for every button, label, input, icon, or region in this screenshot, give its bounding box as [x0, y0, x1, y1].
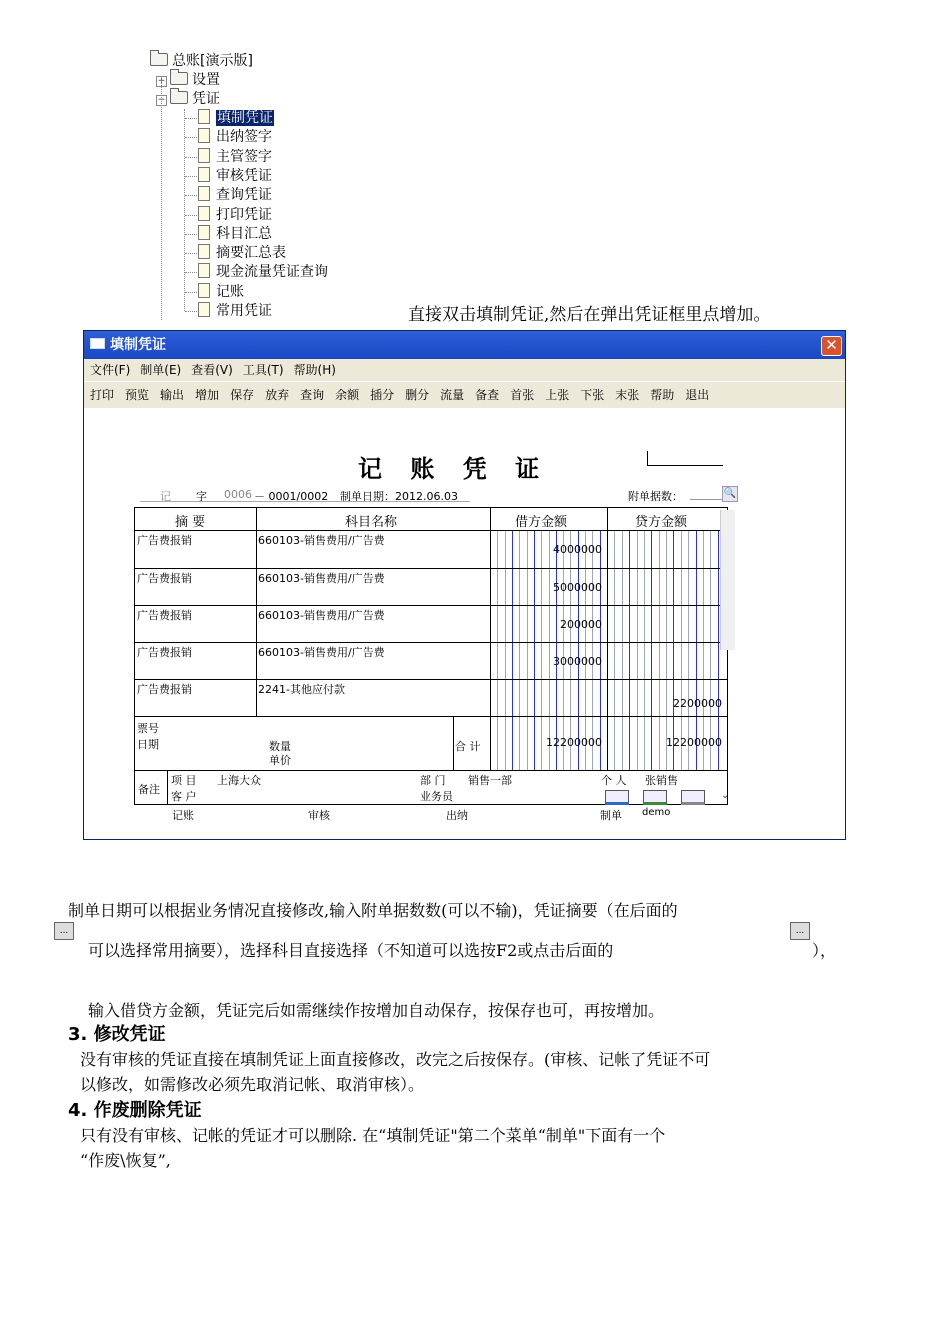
- menu-item[interactable]: 制单(E): [140, 363, 182, 377]
- tree-item-label: 摘要汇总表: [216, 245, 286, 262]
- grid-hline: [135, 770, 727, 771]
- digit-line: [614, 530, 615, 770]
- tree-guide: [185, 311, 197, 312]
- digit-line: [681, 530, 682, 770]
- toolbar-button[interactable]: 保存: [230, 388, 255, 402]
- digit-line: [644, 530, 645, 770]
- document-icon: [198, 128, 210, 143]
- document-icon: [198, 167, 210, 182]
- digit-line: [534, 530, 535, 770]
- ellipsis-button-2: [790, 922, 810, 941]
- total-credit: 12200000: [666, 736, 722, 749]
- tree-guide: [185, 195, 197, 196]
- tree-guide: [185, 253, 197, 254]
- window-title: 填制凭证: [110, 337, 166, 353]
- tools-icon[interactable]: [681, 790, 705, 805]
- grid-hline: [135, 568, 727, 569]
- expand-plus-icon[interactable]: +: [157, 76, 166, 86]
- row-account[interactable]: 660103-销售费用/广告费: [258, 572, 385, 585]
- tree-item[interactable]: [198, 244, 286, 262]
- search-icon[interactable]: 🔍: [722, 486, 738, 502]
- toolbar-button[interactable]: 首张: [510, 388, 535, 402]
- row-debit[interactable]: 5000000: [553, 581, 602, 594]
- para-5: 以修改，如需修改必须先取消记帐、取消审核）。: [80, 1075, 425, 1094]
- voucher-number[interactable]: 0006: [224, 488, 252, 501]
- folder-icon: [170, 72, 188, 85]
- document-icon: [198, 148, 210, 163]
- tree-item[interactable]: [198, 167, 272, 185]
- grid-hline: [135, 679, 727, 680]
- row-summary[interactable]: 广告费报销: [137, 683, 192, 696]
- digit-line: [703, 530, 704, 770]
- tree-guide: [185, 292, 197, 293]
- footer-post: 记账: [172, 809, 194, 822]
- date-label: 日期: [137, 738, 159, 751]
- tree-item-label: 主管签字: [216, 148, 272, 165]
- document-icon: [198, 225, 210, 240]
- para-6: 只有没有审核、记帐的凭证才可以删除. 在“填制凭证"第二个菜单“制单"下面有一个: [80, 1126, 666, 1145]
- toolbar: [84, 381, 845, 408]
- para-1: 制单日期可以根据业务情况直接修改,输入附单据数数(可以不输)，凭证摘要（在后面的: [68, 901, 678, 920]
- tree-item-label: 打印凭证: [216, 206, 272, 223]
- price-label: 单价: [269, 754, 291, 767]
- toolbar-button[interactable]: 输出: [160, 388, 185, 402]
- menu-item[interactable]: 查看(V): [191, 363, 233, 377]
- row-account[interactable]: 660103-销售费用/广告费: [258, 646, 385, 659]
- chevron-down-icon[interactable]: ⌄: [721, 790, 730, 801]
- document-icon: [198, 302, 210, 317]
- project-label: 项 目: [171, 774, 197, 787]
- tree-node-voucher-label: 凭证: [192, 91, 220, 107]
- grid-hline: [135, 605, 727, 606]
- grid-vline: [453, 716, 454, 770]
- grid-vline: [607, 508, 608, 770]
- digit-line: [585, 530, 586, 770]
- digit-line: [497, 530, 498, 770]
- toolbar-button[interactable]: 下张: [580, 388, 605, 402]
- document-icon: [198, 263, 210, 278]
- close-icon: ✕: [825, 336, 838, 354]
- row-account[interactable]: 660103-销售费用/广告费: [258, 609, 385, 622]
- document-icon: [198, 244, 210, 259]
- tree-item[interactable]: [198, 302, 272, 320]
- tree-guide: [185, 157, 197, 158]
- folder-icon: [150, 53, 168, 66]
- digit-line: [688, 530, 689, 770]
- tree-guide: [185, 215, 197, 216]
- digit-line: [578, 530, 579, 770]
- toolbar-button[interactable]: 打印: [90, 388, 115, 402]
- tree-item-label: 记账: [216, 283, 244, 300]
- grid-scrollbar[interactable]: [720, 510, 735, 650]
- row-debit[interactable]: 3000000: [553, 655, 602, 668]
- row-summary[interactable]: 广告费报销: [137, 646, 192, 659]
- col-summary: 摘 要: [175, 515, 206, 530]
- tree-node-voucher[interactable]: [156, 90, 220, 108]
- dept-label: 部 门: [420, 774, 446, 787]
- window-titlebar[interactable]: [84, 331, 845, 359]
- document-icon: [198, 109, 210, 124]
- row-debit[interactable]: 200000: [560, 618, 602, 631]
- voucher-page: － 0001/0002: [254, 490, 329, 503]
- tree-root[interactable]: [150, 52, 253, 70]
- document-icon: [198, 186, 210, 201]
- digit-line: [710, 530, 711, 770]
- tree-guide: [185, 272, 197, 273]
- attach-input[interactable]: [690, 499, 722, 500]
- menu-item[interactable]: 文件(F): [90, 363, 131, 377]
- digit-line: [600, 530, 601, 770]
- tree-guide: [185, 234, 197, 235]
- voucher-zi: 字: [196, 490, 207, 503]
- toolbar-button[interactable]: 上张: [545, 388, 570, 402]
- toolbar-button[interactable]: 查询: [300, 388, 325, 402]
- tree-guide: [184, 109, 185, 311]
- tree-item[interactable]: [198, 263, 328, 281]
- digit-line: [512, 530, 513, 770]
- total-debit: 12200000: [546, 736, 602, 749]
- toolbar-button[interactable]: 预览: [125, 388, 150, 402]
- para-4: 没有审核的凭证直接在填制凭证上面直接修改，改完之后按保存。(审核、记帐了凭证不可: [80, 1050, 711, 1069]
- grid-hline: [135, 716, 727, 717]
- window-icon: [90, 338, 105, 349]
- tree-root-label: 总账[演示版]: [172, 53, 253, 69]
- row-summary[interactable]: 广告费报销: [137, 609, 192, 622]
- voucher-date[interactable]: 制单日期：2012.06.03: [340, 490, 458, 503]
- digit-line: [696, 530, 697, 770]
- tree-item-label: 填制凭证: [217, 110, 273, 126]
- tree-item-label: 现金流量凭证查询: [216, 264, 328, 281]
- digit-line: [659, 530, 660, 770]
- digit-line: [592, 530, 593, 770]
- person-label: 个 人: [601, 774, 627, 787]
- salesman-label: 业务员: [420, 790, 453, 803]
- tree-item[interactable]: [198, 128, 272, 146]
- dept-value[interactable]: 销售一部: [468, 774, 512, 787]
- tree-node-settings-label: 设置: [192, 72, 220, 88]
- footer-maker: demo: [642, 807, 671, 818]
- menu-item[interactable]: 工具(T): [242, 363, 284, 377]
- para-2b: ），: [812, 941, 837, 960]
- digit-line: [541, 530, 542, 770]
- voucher-title: 记 账 凭 证: [358, 454, 550, 483]
- fill-voucher-window: [83, 330, 846, 840]
- card-icon[interactable]: [605, 790, 629, 805]
- row-credit[interactable]: 2200000: [673, 697, 722, 710]
- grid-hline: [135, 642, 727, 643]
- project-value[interactable]: 上海大众: [217, 774, 261, 787]
- id-icon[interactable]: [643, 790, 667, 805]
- tree-item[interactable]: [198, 225, 272, 243]
- col-account: 科目名称: [345, 515, 398, 530]
- caption-text: 直接双击填制凭证,然后在弹出凭证框里点增加。: [408, 305, 771, 325]
- digit-line: [622, 530, 623, 770]
- header-underline: [140, 501, 470, 502]
- toolbar-button[interactable]: 备查: [475, 388, 500, 402]
- customer-label: 客 户: [171, 790, 197, 803]
- tree-item-label: 科目汇总: [216, 225, 272, 242]
- tree-item[interactable]: [198, 148, 272, 166]
- footer-maker-label: 制单: [600, 809, 622, 822]
- tree-item-label: 审核凭证: [216, 167, 272, 184]
- toolbar-button[interactable]: 末张: [615, 388, 640, 402]
- toolbar-button[interactable]: 删分: [405, 388, 430, 402]
- ellipsis-icon: ...: [790, 922, 810, 940]
- col-credit: 贷方金额: [635, 515, 688, 530]
- digit-line: [519, 530, 520, 770]
- digit-line: [718, 530, 719, 770]
- ellipsis-button-1: [54, 922, 74, 941]
- digit-line: [563, 530, 564, 770]
- folder-icon: [170, 91, 188, 104]
- tree-item[interactable]: [198, 206, 272, 224]
- tree-node-settings[interactable]: [156, 71, 220, 89]
- digit-line: [666, 530, 667, 770]
- toolbar-button[interactable]: 增加: [195, 388, 220, 402]
- footer-cashier: 出纳: [446, 809, 468, 822]
- menubar: [84, 359, 845, 381]
- attach-label: 附单据数：: [628, 490, 683, 503]
- row-debit[interactable]: 4000000: [553, 543, 602, 556]
- person-value[interactable]: 张销售: [645, 774, 678, 787]
- para-3: 输入借贷方金额，凭证完后如需继续作按增加自动保存，按保存也可，再按增加。: [88, 1001, 665, 1020]
- tree-guide: [185, 118, 197, 119]
- row-summary[interactable]: 广告费报销: [137, 534, 192, 547]
- para-7: “作废\恢复”,: [80, 1151, 171, 1170]
- remark-label: 备注: [138, 783, 160, 796]
- voucher-grid: [134, 507, 728, 805]
- toolbar-button[interactable]: 插分: [370, 388, 395, 402]
- tree-guide: [185, 137, 197, 138]
- digit-line: [673, 530, 674, 770]
- digit-line: [527, 530, 528, 770]
- ticket-label: 票号: [137, 722, 159, 735]
- toolbar-button[interactable]: 放弃: [265, 388, 290, 402]
- heading-delete: 4. 作废删除凭证: [68, 1100, 202, 1121]
- toolbar-button[interactable]: 余额: [335, 388, 360, 402]
- row-account[interactable]: 660103-销售费用/广告费: [258, 534, 385, 547]
- toolbar-button[interactable]: 退出: [685, 388, 710, 402]
- qty-label: 数量: [269, 740, 291, 753]
- tree-item[interactable]: [198, 186, 272, 204]
- total-label: 合 计: [455, 740, 481, 753]
- ellipsis-icon: ...: [54, 922, 74, 940]
- para-2a: 可以选择常用摘要），选择科目直接选择（不知道可以选按F2或点击后面的: [88, 941, 614, 960]
- digit-line: [570, 530, 571, 770]
- voucher-title-box: [647, 451, 723, 466]
- digit-line: [651, 530, 652, 770]
- grid-hline: [135, 530, 727, 531]
- document-icon: [198, 206, 210, 221]
- tree-item-label: 出纳签字: [216, 129, 272, 146]
- tree-guide: [161, 80, 162, 320]
- row-summary[interactable]: 广告费报销: [137, 572, 192, 585]
- document-icon: [198, 283, 210, 298]
- voucher-type[interactable]: 记: [160, 490, 171, 503]
- digit-line: [556, 530, 557, 770]
- toolbar-button[interactable]: 流量: [440, 388, 465, 402]
- heading-modify: 3. 修改凭证: [68, 1024, 166, 1045]
- digit-line: [549, 530, 550, 770]
- close-button[interactable]: [821, 336, 842, 356]
- tree-guide: [185, 176, 197, 177]
- digit-line: [637, 530, 638, 770]
- col-debit: 借方金额: [515, 515, 568, 530]
- collapse-minus-icon[interactable]: −: [157, 95, 166, 105]
- footer-audit: 审核: [308, 809, 330, 822]
- toolbar-button[interactable]: 帮助: [650, 388, 675, 402]
- digit-line: [505, 530, 506, 770]
- grid-vline: [167, 770, 168, 804]
- tree-item-label: 常用凭证: [216, 303, 272, 319]
- row-account[interactable]: 2241-其他应付款: [258, 683, 345, 696]
- tree-item-label: 查询凭证: [216, 187, 272, 204]
- tree-item[interactable]: [198, 109, 274, 127]
- menu-item[interactable]: 帮助(H): [293, 363, 336, 377]
- grid-vline: [256, 508, 257, 716]
- digit-line: [629, 530, 630, 770]
- tree-item[interactable]: [198, 283, 244, 301]
